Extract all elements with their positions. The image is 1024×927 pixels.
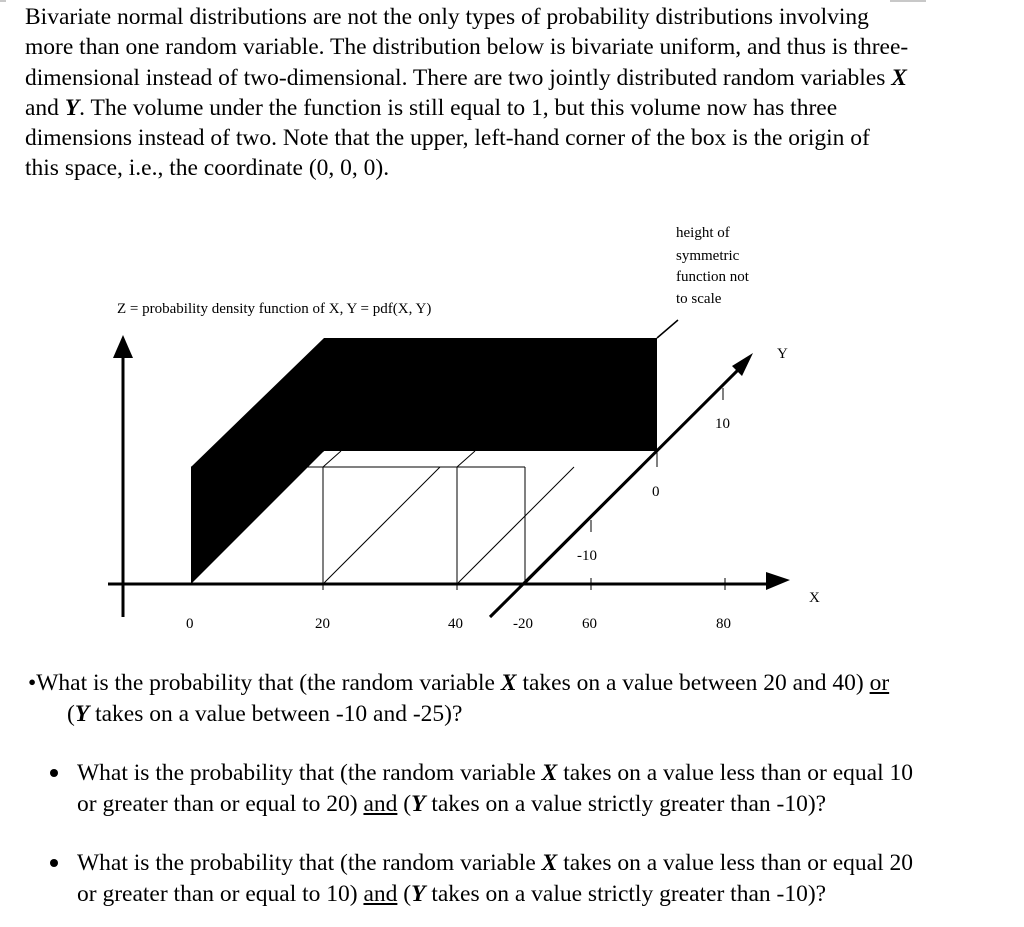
y-axis-label: Y — [777, 346, 788, 362]
box-left-wall — [191, 338, 324, 584]
question-2: What is the probability that (the random variable X takes on a value less than or equal 10 or greater than or equal to 20) and (Y takes on a value strictly greater than -10)? — [77, 760, 913, 817]
variable-x: X — [541, 760, 558, 786]
box-top-diagonal — [457, 451, 475, 467]
x-tick-label: 40 — [448, 616, 463, 632]
or-emphasis: or — [869, 670, 890, 696]
question-bullet: • — [28, 670, 37, 696]
intro-line: this space, i.e., the coordinate (0, 0, 0). — [25, 155, 390, 182]
question-1: •What is the probability that (the random variable X takes on a value between 20 and 40) or (Y takes on a value between -10 and -25)? — [28, 670, 890, 727]
intro-line: Bivariate normal distributions are not the only types of probability distributions involving — [25, 4, 869, 30]
intro-line: dimensions instead of two. Note that the upper, left-hand corner of the box is the origin of — [25, 125, 870, 152]
variable-y: Y — [64, 94, 80, 121]
z-axis-arrowhead — [113, 335, 133, 358]
bullet-dot — [50, 769, 58, 777]
intro-line: more than one random variable. The distribution below is bivariate uniform, and thus is three- — [25, 34, 909, 61]
variable-y: Y — [411, 791, 426, 817]
z-axis-label: Z = probability density function of X, Y = pdf(X, Y) — [117, 301, 432, 317]
bullet-dot — [50, 859, 58, 867]
box-diagonal — [525, 467, 642, 584]
variable-x: X — [891, 64, 907, 91]
y-tick-label: 0 — [652, 484, 660, 500]
variable-x: X — [500, 670, 517, 696]
variable-y: Y — [74, 701, 90, 727]
variable-x: X — [541, 850, 558, 876]
y-tick-label: -10 — [577, 548, 597, 564]
scale-note-line: height of — [676, 225, 730, 241]
box-top-slab — [324, 338, 657, 451]
x-axis-arrowhead — [766, 572, 790, 590]
box-diagonal — [457, 467, 574, 584]
y-tick-label: 10 — [715, 416, 730, 432]
x-tick-label: 60 — [582, 616, 597, 632]
question-3: What is the probability that (the random variable X takes on a value less than or equal 20 or greater than or equal to 10) and (Y takes on a value strictly greater than -10)? — [77, 850, 913, 907]
scale-note-line: to scale — [676, 291, 722, 307]
scale-note-line: function not — [676, 269, 749, 285]
scale-note-line: symmetric — [676, 248, 740, 264]
box-top-diagonal — [323, 451, 341, 467]
x-axis-label: X — [809, 590, 820, 606]
intro-line: and Y. The volume under the function is still equal to 1, but this volume now has three — [25, 94, 838, 121]
and-emphasis: and — [363, 791, 398, 817]
y-tick-label: -20 — [513, 616, 533, 632]
box-diagonal — [323, 467, 440, 584]
x-tick-label: 80 — [716, 616, 731, 632]
x-tick-label: 0 — [186, 616, 194, 632]
note-pointer — [657, 320, 678, 338]
and-emphasis: and — [363, 881, 398, 907]
variable-y: Y — [411, 881, 426, 907]
intro-line: dimensional instead of two-dimensional. There are two jointly distributed random variables X — [25, 64, 907, 91]
x-tick-label: 20 — [315, 616, 330, 632]
